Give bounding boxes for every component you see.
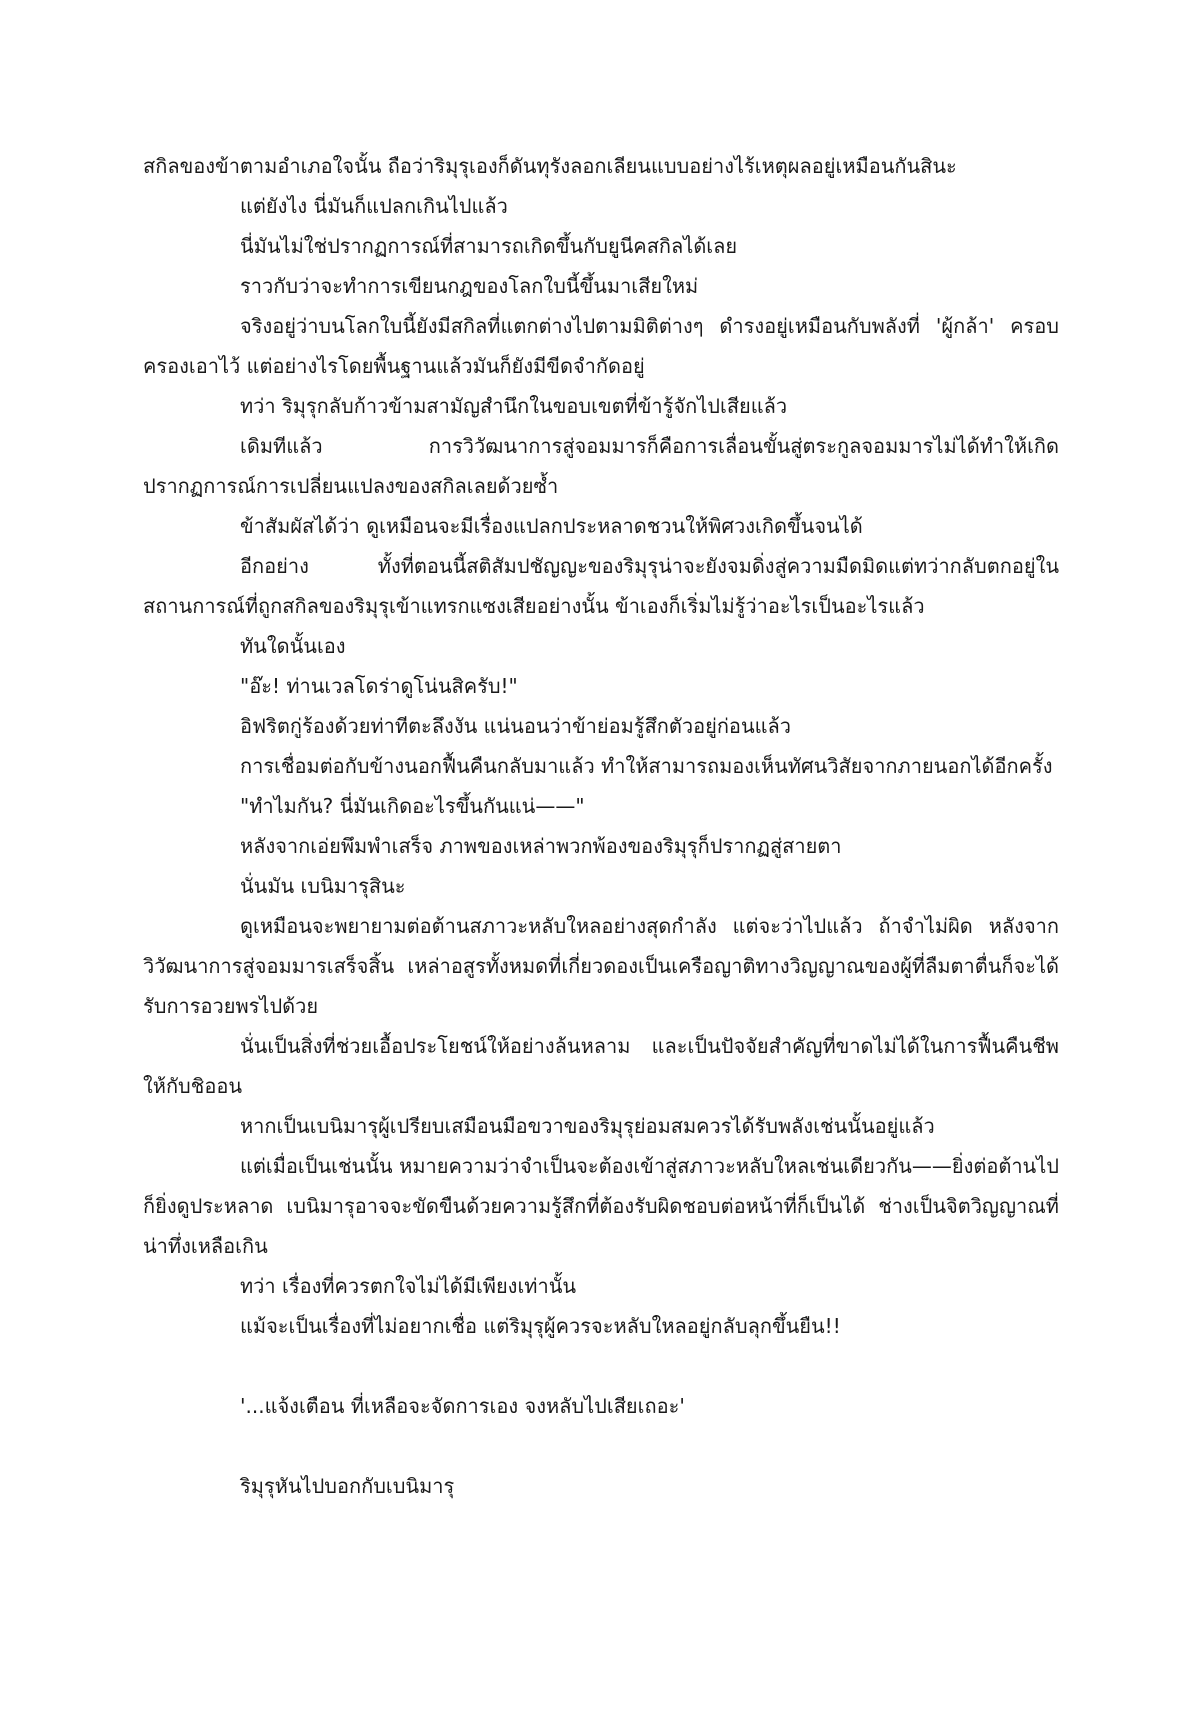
blank-line: [143, 1426, 1059, 1466]
paragraph: อีกอย่าง ทั้งที่ตอนนี้สติสัมปชัญญะของริมุรุน่าจะยังจมดิ่งสู่ความมืดมิดแต่ทว่ากลับตกอยู่ในสถานการณ์ที่ถูกสกิลของริมุรุเข้าแทรกแซงเสียอย่างนั้น ข้าเองก็เริ่มไม่รู้ว่าอะไรเป็นอะไรแล้ว: [143, 554, 1059, 618]
paragraph: นั่นมัน เบนิมารุสินะ: [240, 874, 406, 898]
paragraph: ข้าสัมผัสได้ว่า ดูเหมือนจะมีเรื่องแปลกประหลาดชวนให้พิศวงเกิดขึ้นจนได้: [240, 514, 863, 538]
paragraph: ทันใดนั้นเอง: [240, 634, 346, 658]
paragraph: ทว่า เรื่องที่ควรตกใจไม่ได้มีเพียงเท่านั้น: [240, 1274, 577, 1298]
paragraph: ทว่า ริมุรุกลับก้าวข้ามสามัญสำนึกในขอบเขตที่ข้ารู้จักไปเสียแล้ว: [240, 394, 788, 418]
blank-line: [143, 1346, 1059, 1386]
paragraph: แต่เมื่อเป็นเช่นนั้น หมายความว่าจำเป็นจะต้องเข้าสู่สภาวะหลับใหลเช่นเดียวกัน——ยิ่งต่อต้านไปก็ยิ่งดูประหลาด เบนิมารุอาจจะขัดขืนด้วยความรู้สึกที่ต้องรับผิดชอบต่อหน้าที่ก็เป็นได้ ช่างเป็นจิตวิญญาณที่น่าทึ่งเหลือเกิน: [143, 1154, 1059, 1258]
paragraph: อิฟริตกู่ร้องด้วยท่าทีตะลึงงัน แน่นอนว่าข้าย่อมรู้สึกตัวอยู่ก่อนแล้ว: [240, 714, 791, 738]
paragraph-continuation: สกิลของข้าตามอำเภอใจนั้น ถือว่าริมุรุเองก็ดันทุรังลอกเลียนแบบอย่างไร้เหตุผลอยู่เหมือนกันสินะ: [143, 154, 957, 178]
dialogue-line: "อ๊ะ! ท่านเวลโดร่าดูโน่นสิครับ!": [240, 674, 518, 698]
paragraph: เดิมทีแล้ว การวิวัฒนาการสู่จอมมารก็คือการเลื่อนขั้นสู่ตระกูลจอมมารไม่ได้ทำให้เกิดปรากฏการณ์การเปลี่ยนแปลงของสกิลเลยด้วยซ้ำ: [143, 434, 1059, 498]
paragraph: นั่นเป็นสิ่งที่ช่วยเอื้อประโยชน์ให้อย่างล้นหลาม และเป็นปัจจัยสำคัญที่ขาดไม่ได้ในการฟื้นคืนชีพให้กับชิออน: [143, 1034, 1059, 1098]
paragraph: ดูเหมือนจะพยายามต่อต้านสภาวะหลับใหลอย่างสุดกำลัง แต่จะว่าไปแล้ว ถ้าจำไม่ผิด หลังจากวิวัฒนาการสู่จอมมารเสร็จสิ้น เหล่าอสูรทั้งหมดที่เกี่ยวดองเป็นเครือญาติทางวิญญาณของผู้ที่ลืมตาตื่นก็จะได้รับการอวยพรไปด้วย: [143, 914, 1059, 1018]
paragraph: แต่ยังไง นี่มันก็แปลกเกินไปแล้ว: [240, 194, 508, 218]
dialogue-line: '...แจ้งเตือน ที่เหลือจะจัดการเอง จงหลับไปเสียเถอะ': [240, 1394, 685, 1418]
paragraph: แม้จะเป็นเรื่องที่ไม่อยากเชื่อ แต่ริมุรุผู้ควรจะหลับใหลอยู่กลับลุกขึ้นยืน!!: [240, 1314, 841, 1338]
paragraph: นี่มันไม่ใช่ปรากฏการณ์ที่สามารถเกิดขึ้นกับยูนีคสกิลได้เลย: [240, 234, 738, 258]
dialogue-line: "ทำไมกัน? นี่มันเกิดอะไรขึ้นกันแน่——": [240, 794, 585, 818]
paragraph: หลังจากเอ่ยพึมพำเสร็จ ภาพของเหล่าพวกพ้องของริมุรุก็ปรากฏสู่สายตา: [240, 834, 842, 858]
document-body: [143, 146, 1059, 1506]
paragraph: หากเป็นเบนิมารุผู้เปรียบเสมือนมือขวาของริมุรุย่อมสมควรได้รับพลังเช่นนั้นอยู่แล้ว: [240, 1114, 935, 1138]
paragraph: การเชื่อมต่อกับข้างนอกฟื้นคืนกลับมาแล้ว ทำให้สามารถมองเห็นทัศนวิสัยจากภายนอกได้อีกครั้ง: [240, 754, 1053, 778]
paragraph: ราวกับว่าจะทำการเขียนกฎของโลกใบนี้ขึ้นมาเสียใหม่: [240, 274, 699, 298]
paragraph: จริงอยู่ว่าบนโลกใบนี้ยังมีสกิลที่แตกต่างไปตามมิติต่างๆ ดำรงอยู่เหมือนกับพลังที่ 'ผู้กล้า' ครอบครองเอาไว้ แต่อย่างไรโดยพื้นฐานแล้วมันก็ยังมีขีดจำกัดอยู่: [143, 314, 1059, 378]
paragraph: ริมุรุหันไปบอกกับเบนิมารุ: [240, 1474, 455, 1498]
